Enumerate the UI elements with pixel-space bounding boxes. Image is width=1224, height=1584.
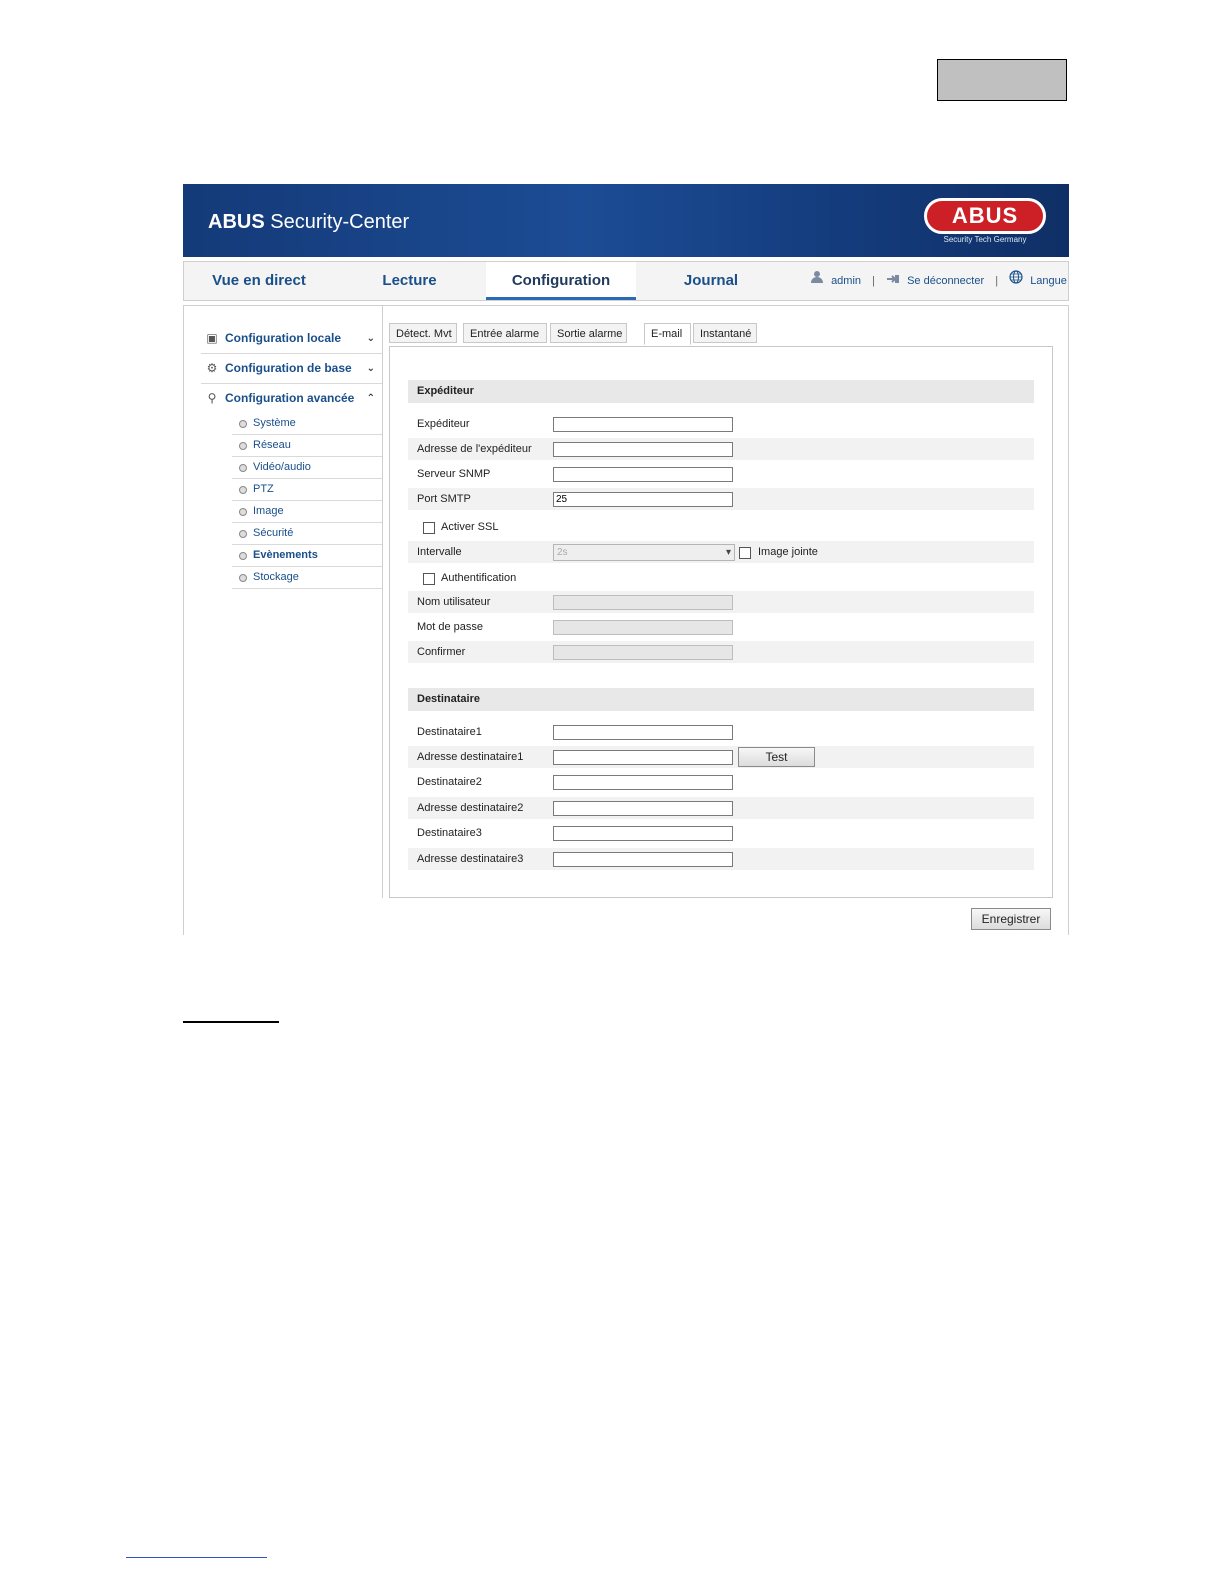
tab-lecture[interactable]: Lecture [382,272,437,289]
confirm-input[interactable] [553,645,733,660]
subtab-detect-mvt[interactable]: Détect. Mvt [389,323,457,343]
password-input[interactable] [553,620,733,635]
sender-row [408,413,1034,435]
bullet-icon [239,508,247,516]
chevron-down-icon: ▾ [725,547,731,558]
sender-address-row [408,438,1034,460]
smtp-port-input[interactable] [553,492,733,507]
logo-subtitle: Security Tech Germany [943,235,1027,244]
subtab-sortie-alarme[interactable]: Sortie alarme [550,323,627,343]
tab-vue-en-direct[interactable]: Vue en direct [212,272,306,289]
bullet-icon [239,574,247,582]
recipient2-address-label: Adresse destinataire2 [417,802,524,814]
smtp-port-row [408,488,1034,510]
recipient3-input[interactable] [553,826,733,841]
username-row [408,591,1034,613]
test-button[interactable]: Test [738,747,815,767]
footnote-rule [126,1557,267,1558]
interval-select[interactable] [553,544,735,561]
confirm-label: Confirmer [417,646,466,658]
bullet-icon [239,486,247,494]
sidebar-item-securite[interactable] [232,523,383,545]
sidebar-item-label: PTZ [253,483,274,495]
sidebar-section-base[interactable] [201,354,383,384]
sidebar-item-label: Evènements [253,549,318,561]
sidebar-item-image[interactable] [232,501,383,523]
page-marker-box [937,59,1067,101]
bullet-icon [239,530,247,538]
tab-configuration[interactable]: Configuration [486,262,636,300]
subtab-instantane[interactable]: Instantané [693,323,757,343]
sidebar-item-reseau[interactable] [232,435,383,457]
recipient1-address-input[interactable] [553,750,733,765]
underline-rule [183,1021,279,1023]
logout-link[interactable]: Se déconnecter [907,275,985,288]
interval-row [408,541,1034,563]
chevron-up-icon: ⌃ [366,393,375,404]
server-row [408,463,1034,485]
gear-icon: ⚙ [206,361,218,375]
subtab-email[interactable]: E-mail [644,323,691,345]
recipient1-label: Destinataire1 [417,726,482,738]
nav-separator-2: | [995,275,999,288]
bullet-icon [239,442,247,450]
username-input[interactable] [553,595,733,610]
ssl-label: Activer SSL [441,521,499,533]
auth-label: Authentification [441,572,517,584]
sidebar-section-advanced[interactable] [201,384,383,413]
app-banner [183,184,1069,257]
user-name[interactable]: admin [831,275,862,288]
content-area [183,305,1069,935]
auth-checkbox[interactable] [423,573,435,585]
sender-address-input[interactable] [553,442,733,457]
recipient3-address-row [408,848,1034,870]
recipient3-row [408,822,1034,844]
confirm-row [408,641,1034,663]
abus-logo: ABUS [924,198,1046,234]
save-button[interactable]: Enregistrer [971,908,1051,930]
recipient1-address-label: Adresse destinataire1 [417,751,524,763]
recipient1-row [408,721,1034,743]
sidebar-item-stockage[interactable] [232,567,383,589]
recipient2-address-row [408,797,1034,819]
attach-image-label: Image jointe [758,546,818,558]
sidebar-item-label: Stockage [253,571,299,583]
language-link[interactable]: Langue [1030,275,1067,288]
sidebar-item-evenements[interactable] [232,545,383,567]
bullet-icon [239,552,247,560]
sidebar-section-local[interactable] [201,324,383,354]
wrench-icon: ⚲ [207,391,217,405]
recipient-heading: Destinataire [408,688,1034,711]
sender-input[interactable] [553,417,733,432]
sidebar-item-label: Sécurité [253,527,294,539]
email-panel [389,346,1053,898]
sidebar-divider [382,306,383,898]
screenshot-frame [183,184,1069,934]
chevron-down-icon: ⌄ [366,333,375,344]
interval-label: Intervalle [417,546,462,558]
monitor-icon: ▣ [206,331,218,345]
app-title-bold: ABUS [208,211,265,233]
recipient2-address-input[interactable] [553,801,733,816]
app-title-rest: Security-Center [264,211,410,233]
server-input[interactable] [553,467,733,482]
sender-heading: Expéditeur [408,380,1034,403]
logout-icon [886,262,900,300]
recipient1-input[interactable] [553,725,733,740]
main-nav [183,261,1069,301]
smtp-port-label: Port SMTP [417,493,471,505]
recipient2-input[interactable] [553,775,733,790]
bullet-icon [239,420,247,428]
sidebar-item-label: Réseau [253,439,291,451]
sidebar-section-label: Configuration de base [225,361,352,375]
username-label: Nom utilisateur [417,596,491,608]
tab-journal[interactable]: Journal [683,272,739,289]
sidebar-item-ptz[interactable] [232,479,383,501]
ssl-checkbox[interactable] [423,522,435,534]
recipient2-row [408,771,1034,793]
auth-row [408,567,1034,589]
sender-label: Expéditeur [417,418,470,430]
sidebar-section-label: Configuration locale [225,331,342,345]
recipient3-address-input[interactable] [553,852,733,867]
sidebar-item-systeme[interactable] [232,413,383,435]
sidebar-item-video-audio[interactable] [232,457,383,479]
sidebar-section-label: Configuration avancée [225,391,355,405]
ssl-row [408,516,1034,538]
user-area [810,262,1067,300]
interval-value: 2s [557,547,568,558]
globe-icon [1009,262,1023,300]
sender-address-label: Adresse de l'expéditeur [417,443,532,455]
sidebar-item-label: Image [253,505,284,517]
sidebar-item-label: Système [253,417,296,429]
recipient3-label: Destinataire3 [417,827,482,839]
password-label: Mot de passe [417,621,484,633]
attach-image-checkbox[interactable] [739,547,751,559]
recipient1-address-row [408,746,1034,768]
recipient2-label: Destinataire2 [417,776,482,788]
user-icon [810,262,824,300]
bullet-icon [239,464,247,472]
recipient3-address-label: Adresse destinataire3 [417,853,524,865]
subtab-entree-alarme[interactable]: Entrée alarme [463,323,547,343]
password-row [408,616,1034,638]
app-title [208,211,409,234]
chevron-down-icon: ⌄ [366,363,375,374]
sidebar [201,324,383,589]
server-label: Serveur SNMP [417,468,491,480]
nav-separator: | [872,275,875,288]
sidebar-item-label: Vidéo/audio [253,461,311,473]
